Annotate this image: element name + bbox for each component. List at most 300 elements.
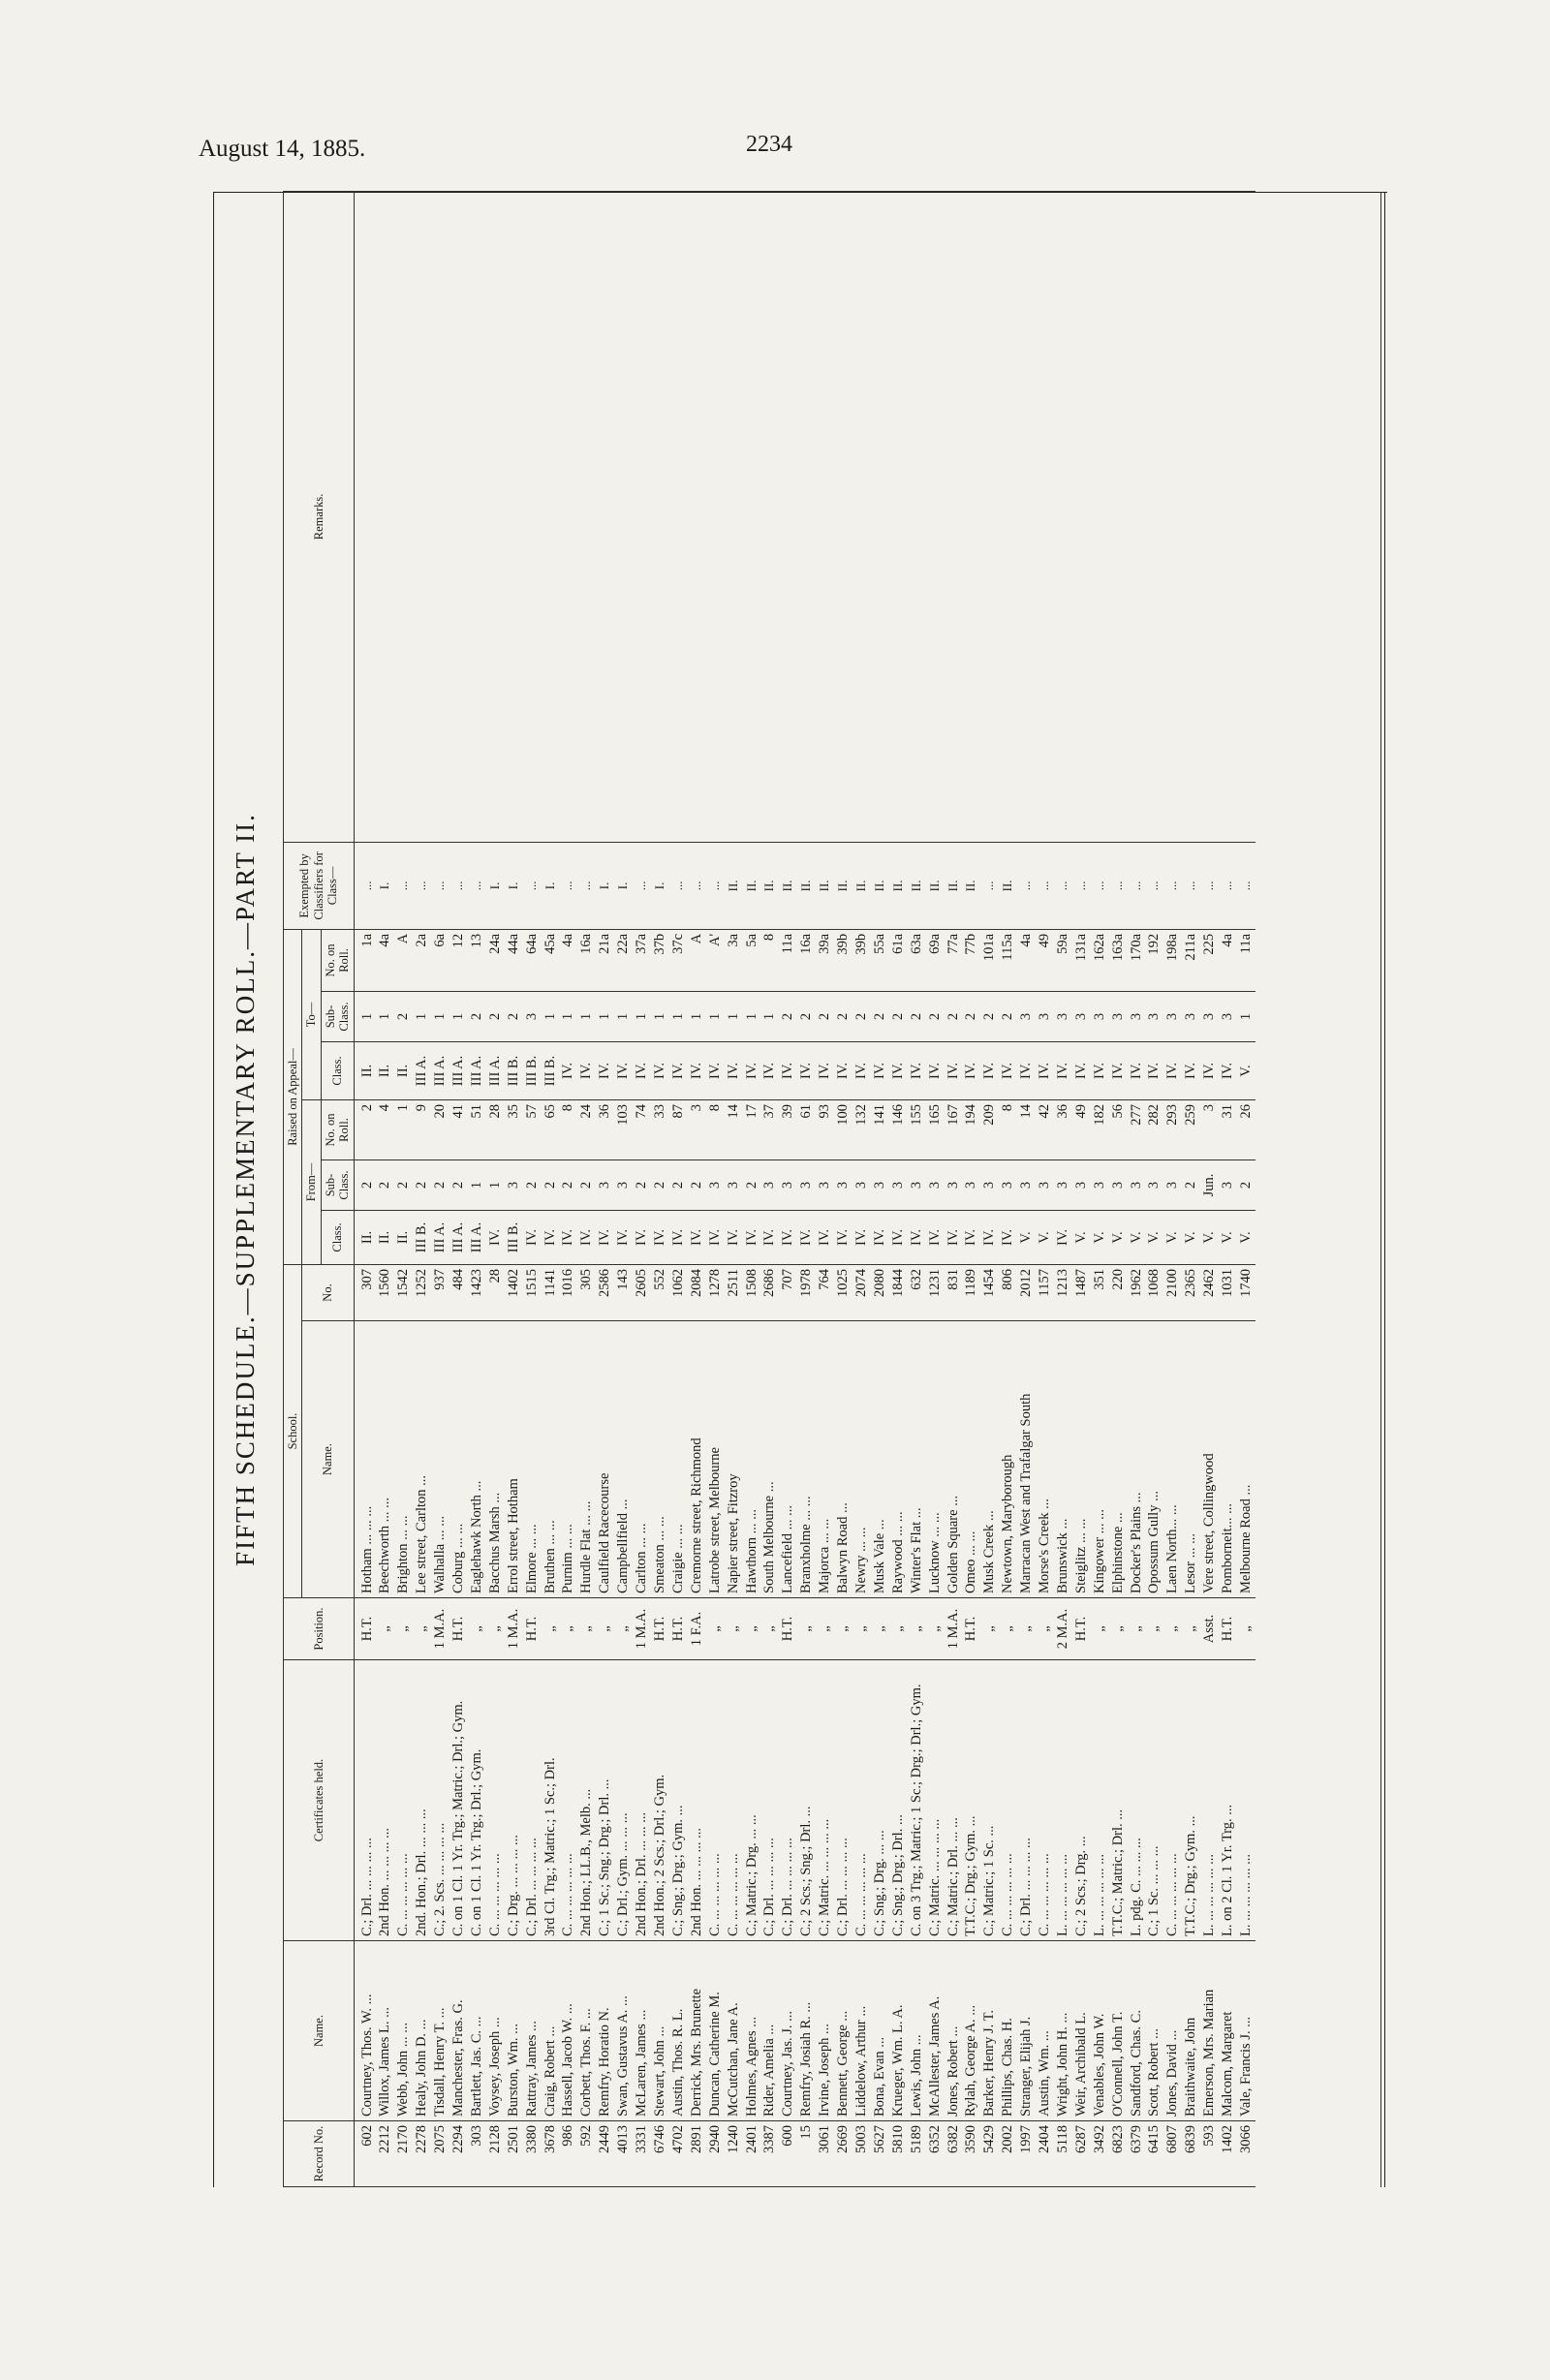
remarks-cell bbox=[1109, 191, 1128, 842]
record-no-cell: 3387 bbox=[760, 2121, 779, 2187]
record-no-cell: 592 bbox=[577, 2121, 596, 2187]
school-no-cell: 305 bbox=[577, 1264, 596, 1320]
from-subclass-cell: 3 bbox=[889, 1159, 908, 1210]
school-name-cell: Omeo ... ... bbox=[962, 1321, 980, 1598]
teacher-name-cell: Courtney, Jas. J. ... bbox=[779, 1941, 797, 2121]
from-roll-cell: 56 bbox=[1109, 1099, 1128, 1159]
from-class-cell: V. bbox=[1109, 1210, 1128, 1264]
to-subclass-cell: 3 bbox=[1145, 991, 1163, 1041]
exempted-cell: II. bbox=[926, 842, 945, 929]
table-row bbox=[980, 191, 999, 2186]
school-name-cell: Musk Vale ... bbox=[871, 1321, 889, 1598]
from-subclass-cell: 3 bbox=[596, 1159, 614, 1210]
exempted-cell: ... bbox=[1017, 842, 1036, 929]
school-name-cell: Bacchus Marsh ... bbox=[486, 1321, 505, 1598]
to-roll-cell: 24a bbox=[486, 929, 505, 991]
to-roll-cell: 4a bbox=[559, 929, 577, 991]
position-cell: 1 F.A. bbox=[688, 1598, 706, 1660]
exempted-cell: II. bbox=[999, 842, 1017, 929]
exempted-cell: II. bbox=[779, 842, 797, 929]
certificates-cell: 3rd Cl. Trg.; Matric.; 1 Sc.; Drl. bbox=[542, 1660, 560, 1941]
school-name-cell: Golden Square ... bbox=[945, 1321, 963, 1598]
to-subclass-cell: 2 bbox=[816, 991, 834, 1041]
school-no-cell: 1213 bbox=[1054, 1264, 1072, 1320]
to-class-cell: IV. bbox=[889, 1041, 908, 1099]
teacher-name-cell: Lewis, John ... bbox=[908, 1941, 926, 2121]
table-body bbox=[354, 191, 1256, 2186]
table-row bbox=[706, 191, 725, 2186]
remarks-cell bbox=[1145, 191, 1163, 842]
from-roll-cell: 14 bbox=[725, 1099, 743, 1159]
col-from: From— bbox=[302, 1099, 321, 1264]
from-subclass-cell: Jun. bbox=[1200, 1159, 1219, 1210]
certificates-cell: C.; Drl. ... ... ... ... bbox=[354, 1660, 376, 1941]
record-no-cell: 2891 bbox=[688, 2121, 706, 2187]
from-class-cell: IV. bbox=[999, 1210, 1017, 1264]
record-no-cell: 2401 bbox=[743, 2121, 761, 2187]
to-subclass-cell: 3 bbox=[1182, 991, 1200, 1041]
school-name-cell: South Melbourne ... bbox=[760, 1321, 779, 1598]
certificates-cell: L. on 2 Cl. 1 Yr. Trg. ... bbox=[1219, 1660, 1237, 1941]
school-name-cell: Pomborneit... ... bbox=[1219, 1321, 1237, 1598]
from-class-cell: V. bbox=[1145, 1210, 1163, 1264]
school-no-cell: 1844 bbox=[889, 1264, 908, 1320]
school-no-cell: 1515 bbox=[523, 1264, 542, 1320]
table-row bbox=[523, 191, 542, 2186]
position-cell: „ bbox=[760, 1598, 779, 1660]
school-name-cell: Lee street, Carlton ... bbox=[413, 1321, 431, 1598]
table-row bbox=[431, 191, 450, 2186]
certificates-cell: C.; 2 Scs.; Sng.; Drl. ... bbox=[797, 1660, 816, 1941]
table-row bbox=[1182, 191, 1200, 2186]
to-roll-cell: 37b bbox=[651, 929, 669, 991]
from-roll-cell: 33 bbox=[651, 1099, 669, 1159]
from-class-cell: IV. bbox=[908, 1210, 926, 1264]
position-cell: „ bbox=[834, 1598, 852, 1660]
to-subclass-cell: 3 bbox=[1219, 991, 1237, 1041]
col-to-roll: No. on Roll. bbox=[321, 929, 354, 991]
remarks-cell bbox=[889, 191, 908, 842]
remarks-cell bbox=[779, 191, 797, 842]
to-roll-cell: 4a bbox=[1219, 929, 1237, 991]
to-class-cell: IV. bbox=[779, 1041, 797, 1099]
table-row bbox=[1017, 191, 1036, 2186]
certificates-cell: C.; Matric. ... ... ... ... bbox=[816, 1660, 834, 1941]
school-no-cell: 307 bbox=[354, 1264, 376, 1320]
school-no-cell: 1062 bbox=[669, 1264, 688, 1320]
school-name-cell: Errol street, Hotham bbox=[505, 1321, 523, 1598]
school-name-cell: Marracan West and Trafalgar South bbox=[1017, 1321, 1036, 1598]
remarks-cell bbox=[852, 191, 871, 842]
certificates-cell: C.; Drl. ... ... ... ... bbox=[834, 1660, 852, 1941]
from-subclass-cell: 3 bbox=[962, 1159, 980, 1210]
to-class-cell: IV. bbox=[725, 1041, 743, 1099]
from-subclass-cell: 3 bbox=[816, 1159, 834, 1210]
from-roll-cell: 57 bbox=[523, 1099, 542, 1159]
exempted-cell: ... bbox=[1054, 842, 1072, 929]
remarks-cell bbox=[725, 191, 743, 842]
school-no-cell: 2462 bbox=[1200, 1264, 1219, 1320]
to-subclass-cell: 3 bbox=[1017, 991, 1036, 1041]
position-cell: H.T. bbox=[450, 1598, 468, 1660]
to-subclass-cell: 1 bbox=[651, 991, 669, 1041]
exempted-cell: II. bbox=[852, 842, 871, 929]
exempted-cell: II. bbox=[908, 842, 926, 929]
from-class-cell: IV. bbox=[834, 1210, 852, 1264]
remarks-cell bbox=[413, 191, 431, 842]
school-no-cell: 1068 bbox=[1145, 1264, 1163, 1320]
from-class-cell: II. bbox=[376, 1210, 394, 1264]
from-roll-cell: 2 bbox=[354, 1099, 376, 1159]
from-roll-cell: 49 bbox=[1072, 1099, 1091, 1159]
from-subclass-cell: 3 bbox=[1036, 1159, 1054, 1210]
remarks-cell bbox=[1200, 191, 1219, 842]
to-roll-cell: 163a bbox=[1109, 929, 1128, 991]
record-no-cell: 2170 bbox=[394, 2121, 413, 2187]
table-row bbox=[633, 191, 651, 2186]
record-no-cell: 2404 bbox=[1036, 2121, 1054, 2187]
teacher-name-cell: Rider, Amelia ... bbox=[760, 1941, 779, 2121]
col-to-subclass: Sub-Class. bbox=[321, 991, 354, 1041]
record-no-cell: 6415 bbox=[1145, 2121, 1163, 2187]
certificates-cell: C. ... ... ... ... ... bbox=[725, 1660, 743, 1941]
table-row bbox=[797, 191, 816, 2186]
from-roll-cell: 8 bbox=[999, 1099, 1017, 1159]
teacher-name-cell: Phillips, Chas. H. bbox=[999, 1941, 1017, 2121]
certificates-cell: C.; Matric. ... ... ... ... bbox=[926, 1660, 945, 1941]
school-name-cell: Branxholme ... ... bbox=[797, 1321, 816, 1598]
remarks-cell bbox=[354, 191, 376, 842]
to-subclass-cell: 3 bbox=[1072, 991, 1091, 1041]
to-subclass-cell: 1 bbox=[614, 991, 633, 1041]
position-cell: „ bbox=[871, 1598, 889, 1660]
school-no-cell: 143 bbox=[614, 1264, 633, 1320]
table-row bbox=[413, 191, 431, 2186]
school-no-cell: 2605 bbox=[633, 1264, 651, 1320]
to-class-cell: IV. bbox=[834, 1041, 852, 1099]
school-no-cell: 1231 bbox=[926, 1264, 945, 1320]
record-no-cell: 3590 bbox=[962, 2121, 980, 2187]
teacher-name-cell: Duncan, Catherine M. bbox=[706, 1941, 725, 2121]
position-cell: 1 M.A. bbox=[945, 1598, 963, 1660]
table-row bbox=[999, 191, 1017, 2186]
to-class-cell: III A. bbox=[486, 1041, 505, 1099]
teacher-name-cell: Rylah, George A. ... bbox=[962, 1941, 980, 2121]
exempted-cell: II. bbox=[871, 842, 889, 929]
school-name-cell: Lancefield ... ... bbox=[779, 1321, 797, 1598]
certificates-cell: 2nd Hon.; LL.B., Melb. ... bbox=[577, 1660, 596, 1941]
record-no-cell: 2212 bbox=[376, 2121, 394, 2187]
schedule-table bbox=[283, 191, 1256, 2187]
to-subclass-cell: 2 bbox=[779, 991, 797, 1041]
teacher-name-cell: Stranger, Elijah J. bbox=[1017, 1941, 1036, 2121]
to-roll-cell: 6a bbox=[431, 929, 450, 991]
to-roll-cell: 192 bbox=[1145, 929, 1163, 991]
exempted-cell: ... bbox=[688, 842, 706, 929]
from-subclass-cell: 3 bbox=[1109, 1159, 1128, 1210]
position-cell: „ bbox=[468, 1598, 486, 1660]
to-class-cell: IV. bbox=[688, 1041, 706, 1099]
to-subclass-cell: 1 bbox=[669, 991, 688, 1041]
certificates-cell: C. on 1 Cl. 1 Yr. Trg.; Matric.; Drl.; Gym. bbox=[450, 1660, 468, 1941]
from-roll-cell: 1 bbox=[394, 1099, 413, 1159]
teacher-name-cell: Swan, Gustavus A. ... bbox=[614, 1941, 633, 2121]
exempted-cell: ... bbox=[633, 842, 651, 929]
exempted-cell: ... bbox=[431, 842, 450, 929]
to-roll-cell: 2a bbox=[413, 929, 431, 991]
exempted-cell: I. bbox=[542, 842, 560, 929]
record-no-cell: 2075 bbox=[431, 2121, 450, 2187]
record-no-cell: 303 bbox=[468, 2121, 486, 2187]
position-cell: „ bbox=[725, 1598, 743, 1660]
to-subclass-cell: 2 bbox=[980, 991, 999, 1041]
record-no-cell: 6823 bbox=[1109, 2121, 1128, 2187]
table-row bbox=[908, 191, 926, 2186]
certificates-cell: C.; Drl.; Gym. ... ... ... bbox=[614, 1660, 633, 1941]
to-roll-cell: A' bbox=[706, 929, 725, 991]
from-subclass-cell: 3 bbox=[1219, 1159, 1237, 1210]
from-subclass-cell: 2 bbox=[450, 1159, 468, 1210]
table-row bbox=[945, 191, 963, 2186]
teacher-name-cell: Webb, John ... ... bbox=[394, 1941, 413, 2121]
position-cell: „ bbox=[889, 1598, 908, 1660]
remarks-cell bbox=[633, 191, 651, 842]
from-subclass-cell: 2 bbox=[523, 1159, 542, 1210]
from-subclass-cell: 3 bbox=[1163, 1159, 1182, 1210]
from-subclass-cell: 2 bbox=[431, 1159, 450, 1210]
table-row bbox=[542, 191, 560, 2186]
to-class-cell: IV. bbox=[1091, 1041, 1109, 1099]
from-subclass-cell: 2 bbox=[669, 1159, 688, 1210]
table-row bbox=[354, 191, 376, 2186]
table-row bbox=[559, 191, 577, 2186]
to-subclass-cell: 1 bbox=[743, 991, 761, 1041]
from-class-cell: IV. bbox=[706, 1210, 725, 1264]
teacher-name-cell: Manchester, Fras. G. bbox=[450, 1941, 468, 2121]
from-roll-cell: 3 bbox=[1200, 1099, 1219, 1159]
table-row bbox=[1091, 191, 1109, 2186]
school-no-cell: 2586 bbox=[596, 1264, 614, 1320]
from-roll-cell: 8 bbox=[706, 1099, 725, 1159]
certificates-cell: C.; Drl. ... ... ... ... bbox=[779, 1660, 797, 1941]
from-class-cell: IV. bbox=[816, 1210, 834, 1264]
to-class-cell: IV. bbox=[1072, 1041, 1091, 1099]
school-name-cell: Docker's Plains ... bbox=[1128, 1321, 1146, 1598]
to-class-cell: IV. bbox=[1017, 1041, 1036, 1099]
to-class-cell: IV. bbox=[871, 1041, 889, 1099]
certificates-cell: L. ... ... ... ... ... bbox=[1054, 1660, 1072, 1941]
remarks-cell bbox=[1163, 191, 1182, 842]
to-subclass-cell: 2 bbox=[999, 991, 1017, 1041]
school-no-cell: 806 bbox=[999, 1264, 1017, 1320]
record-no-cell: 2449 bbox=[596, 2121, 614, 2187]
school-name-cell: Lesor ... ... bbox=[1182, 1321, 1200, 1598]
to-roll-cell: 12 bbox=[450, 929, 468, 991]
table-row bbox=[577, 191, 596, 2186]
to-class-cell: IV. bbox=[962, 1041, 980, 1099]
record-no-cell: 6807 bbox=[1163, 2121, 1182, 2187]
to-roll-cell: 64a bbox=[523, 929, 542, 991]
from-subclass-cell: 3 bbox=[1145, 1159, 1163, 1210]
to-class-cell: IV. bbox=[651, 1041, 669, 1099]
to-roll-cell: A bbox=[688, 929, 706, 991]
school-no-cell: 2511 bbox=[725, 1264, 743, 1320]
table-row bbox=[1219, 191, 1237, 2186]
from-subclass-cell: 2 bbox=[577, 1159, 596, 1210]
from-subclass-cell: 2 bbox=[542, 1159, 560, 1210]
certificates-cell: C.; Matric.; Drg. ... ... bbox=[743, 1660, 761, 1941]
exempted-cell: II. bbox=[889, 842, 908, 929]
remarks-cell bbox=[376, 191, 394, 842]
to-subclass-cell: 1 bbox=[725, 991, 743, 1041]
to-roll-cell: 59a bbox=[1054, 929, 1072, 991]
record-no-cell: 2294 bbox=[450, 2121, 468, 2187]
exempted-cell: ... bbox=[559, 842, 577, 929]
from-class-cell: IV. bbox=[1054, 1210, 1072, 1264]
school-no-cell: 2012 bbox=[1017, 1264, 1036, 1320]
from-subclass-cell: 3 bbox=[980, 1159, 999, 1210]
exempted-cell: ... bbox=[980, 842, 999, 929]
exempted-cell: ... bbox=[1128, 842, 1146, 929]
table-row bbox=[834, 191, 852, 2186]
col-raised-on-appeal: Raised on Appeal— bbox=[284, 929, 302, 1264]
to-subclass-cell: 3 bbox=[1091, 991, 1109, 1041]
position-cell: H.T. bbox=[651, 1598, 669, 1660]
from-roll-cell: 36 bbox=[596, 1099, 614, 1159]
remarks-cell bbox=[431, 191, 450, 842]
certificates-cell: C.; Matric.; 1 Sc. ... bbox=[980, 1660, 999, 1941]
school-name-cell: Smeaton ... ... bbox=[651, 1321, 669, 1598]
from-subclass-cell: 3 bbox=[926, 1159, 945, 1210]
school-no-cell: 707 bbox=[779, 1264, 797, 1320]
from-class-cell: III B. bbox=[413, 1210, 431, 1264]
remarks-cell bbox=[926, 191, 945, 842]
to-subclass-cell: 1 bbox=[706, 991, 725, 1041]
to-subclass-cell: 2 bbox=[394, 991, 413, 1041]
from-subclass-cell: 2 bbox=[394, 1159, 413, 1210]
position-cell: „ bbox=[1036, 1598, 1054, 1660]
to-roll-cell: 49 bbox=[1036, 929, 1054, 991]
remarks-cell bbox=[669, 191, 688, 842]
school-no-cell: 831 bbox=[945, 1264, 963, 1320]
certificates-cell: T.T.C.; Matric.; Drl. ... bbox=[1109, 1660, 1128, 1941]
to-class-cell: III A. bbox=[468, 1041, 486, 1099]
from-subclass-cell: 3 bbox=[871, 1159, 889, 1210]
to-class-cell: IV. bbox=[669, 1041, 688, 1099]
from-class-cell: IV. bbox=[980, 1210, 999, 1264]
school-no-cell: 484 bbox=[450, 1264, 468, 1320]
position-cell: H.T. bbox=[1219, 1598, 1237, 1660]
teacher-name-cell: Craig, Robert ... bbox=[542, 1941, 560, 2121]
school-name-cell: Musk Creek ... bbox=[980, 1321, 999, 1598]
school-no-cell: 351 bbox=[1091, 1264, 1109, 1320]
table-row bbox=[1072, 191, 1091, 2186]
teacher-name-cell: McCutchan, Jane A. bbox=[725, 1941, 743, 2121]
remarks-cell bbox=[596, 191, 614, 842]
to-roll-cell: 211a bbox=[1182, 929, 1200, 991]
from-class-cell: II. bbox=[394, 1210, 413, 1264]
remarks-cell bbox=[816, 191, 834, 842]
certificates-cell: 2nd Hon.; 2 Scs.; Drl.; Gym. bbox=[651, 1660, 669, 1941]
certificates-cell: C.; Sng.; Drg.; Drl. ... bbox=[889, 1660, 908, 1941]
remarks-cell bbox=[945, 191, 963, 842]
to-subclass-cell: 1 bbox=[596, 991, 614, 1041]
to-subclass-cell: 1 bbox=[1237, 991, 1256, 1041]
remarks-cell bbox=[743, 191, 761, 842]
to-class-cell: III B. bbox=[505, 1041, 523, 1099]
to-subclass-cell: 1 bbox=[760, 991, 779, 1041]
teacher-name-cell: Wright, John H. ... bbox=[1054, 1941, 1072, 2121]
position-cell: „ bbox=[980, 1598, 999, 1660]
table-row bbox=[596, 191, 614, 2186]
table-row bbox=[505, 191, 523, 2186]
record-no-cell: 1402 bbox=[1219, 2121, 1237, 2187]
teacher-name-cell: Stewart, John ... bbox=[651, 1941, 669, 2121]
teacher-name-cell: Tisdall, Henry T. ... bbox=[431, 1941, 450, 2121]
from-class-cell: IV. bbox=[614, 1210, 633, 1264]
from-subclass-cell: 2 bbox=[688, 1159, 706, 1210]
exempted-cell: II. bbox=[760, 842, 779, 929]
to-roll-cell: 39b bbox=[834, 929, 852, 991]
from-class-cell: V. bbox=[1091, 1210, 1109, 1264]
exempted-cell: II. bbox=[816, 842, 834, 929]
record-no-cell: 6352 bbox=[926, 2121, 945, 2187]
rotated-page bbox=[213, 192, 1387, 2187]
record-no-cell: 5189 bbox=[908, 2121, 926, 2187]
to-class-cell: IV. bbox=[926, 1041, 945, 1099]
to-roll-cell: 37a bbox=[633, 929, 651, 991]
exempted-cell: ... bbox=[1237, 842, 1256, 929]
from-class-cell: V. bbox=[1182, 1210, 1200, 1264]
to-class-cell: III B. bbox=[523, 1041, 542, 1099]
from-roll-cell: 9 bbox=[413, 1099, 431, 1159]
remarks-cell bbox=[1017, 191, 1036, 842]
to-class-cell: IV. bbox=[1036, 1041, 1054, 1099]
from-subclass-cell: 3 bbox=[1054, 1159, 1072, 1210]
school-name-cell: Purnim ... ... bbox=[559, 1321, 577, 1598]
table-row bbox=[1237, 191, 1256, 2186]
school-no-cell: 552 bbox=[651, 1264, 669, 1320]
to-class-cell: IV. bbox=[743, 1041, 761, 1099]
school-name-cell: Brunswick ... bbox=[1054, 1321, 1072, 1598]
exempted-cell: I. bbox=[505, 842, 523, 929]
col-exempted: Exempted by Classifiers for Class— bbox=[284, 842, 355, 929]
from-subclass-cell: 2 bbox=[1237, 1159, 1256, 1210]
position-cell: „ bbox=[1163, 1598, 1182, 1660]
exempted-cell: ... bbox=[1145, 842, 1163, 929]
to-subclass-cell: 1 bbox=[450, 991, 468, 1041]
position-cell: „ bbox=[908, 1598, 926, 1660]
certificates-cell: C. ... ... ... ... ... bbox=[394, 1660, 413, 1941]
teacher-name-cell: Venables, John W. bbox=[1091, 1941, 1109, 2121]
exempted-cell: ... bbox=[1219, 842, 1237, 929]
from-roll-cell: 259 bbox=[1182, 1099, 1200, 1159]
record-no-cell: 6379 bbox=[1128, 2121, 1146, 2187]
from-class-cell: V. bbox=[1017, 1210, 1036, 1264]
to-roll-cell: 4a bbox=[1017, 929, 1036, 991]
teacher-name-cell: Holmes, Agnes ... bbox=[743, 1941, 761, 2121]
school-no-cell: 2084 bbox=[688, 1264, 706, 1320]
teacher-name-cell: Courtney, Thos. W. ... bbox=[354, 1941, 376, 2121]
from-subclass-cell: 3 bbox=[945, 1159, 963, 1210]
to-roll-cell: 37c bbox=[669, 929, 688, 991]
table-row bbox=[1036, 191, 1054, 2186]
exempted-cell: ... bbox=[450, 842, 468, 929]
to-class-cell: IV. bbox=[1163, 1041, 1182, 1099]
teacher-name-cell: Emerson, Mrs. Marian bbox=[1200, 1941, 1219, 2121]
from-subclass-cell: 1 bbox=[486, 1159, 505, 1210]
school-name-cell: Coburg ... ... bbox=[450, 1321, 468, 1598]
